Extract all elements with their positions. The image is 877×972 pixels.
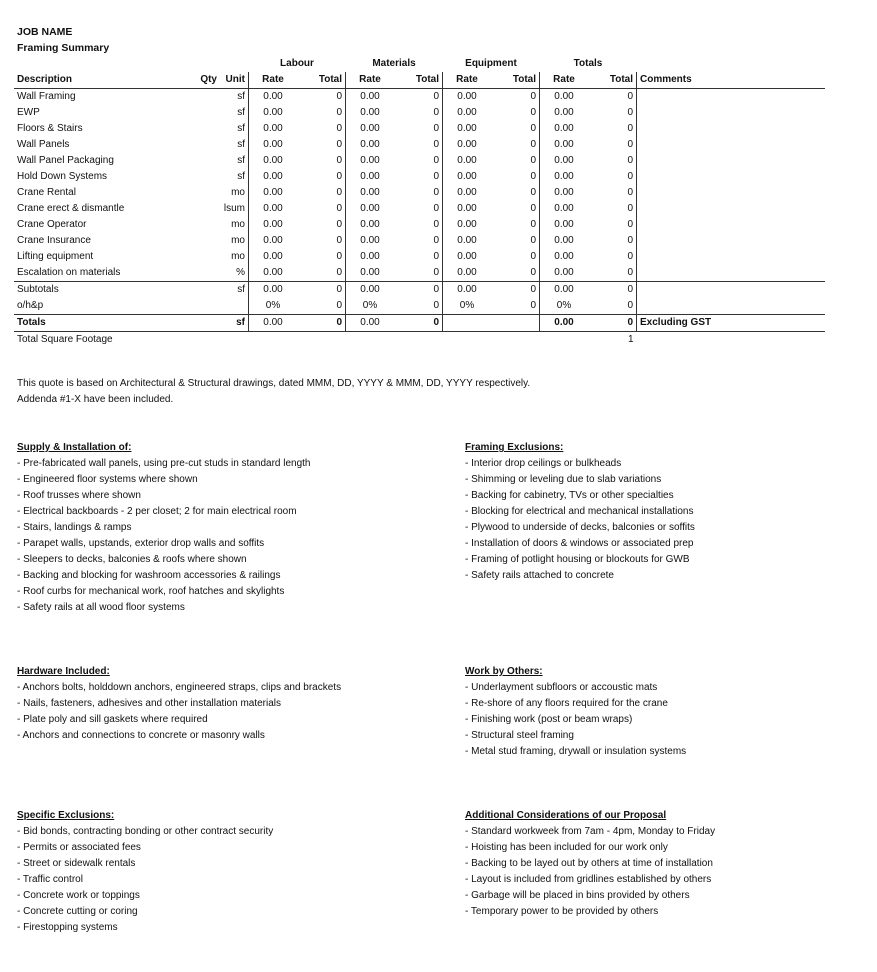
totals-rate-cell: 0.00 (540, 217, 589, 233)
comments-cell (637, 217, 826, 233)
totals-total-cell: 1 (627, 334, 634, 345)
specific-exclusions-section (17, 808, 437, 936)
group-header-row (14, 56, 825, 72)
equipment-rate-cell: 0.00 (443, 249, 492, 265)
totals-rate-cell: 0.00 (540, 233, 589, 249)
list-item: - Standard workweek from 7am - 4pm, Monday to Friday (465, 826, 716, 837)
equipment-rate-cell: 0.00 (443, 201, 492, 217)
qty-header: Qty (192, 72, 220, 89)
labour-rate-cell: 0.00 (249, 105, 298, 121)
totals-rate-cell: 0.00 (540, 169, 589, 185)
totals-rate-cell: 0.00 (540, 185, 589, 201)
qty-cell (192, 105, 220, 121)
materials-total-cell (394, 332, 443, 349)
unit-cell: mo (231, 235, 245, 246)
table-row (14, 153, 825, 169)
labour-total-cell: 0 (336, 155, 342, 166)
totals-rate-header: Rate (540, 72, 589, 89)
totals-rate-cell: 0.00 (540, 201, 589, 217)
equipment-total-cell (491, 332, 540, 349)
equipment-rate-cell: 0% (443, 298, 492, 315)
section-title: Supply & Installation of: (17, 442, 132, 453)
quote-note-line1: This quote is based on Architectural & Structural drawings, dated MMM, DD, YYYY & MMM, DD, YYYY respectively. (17, 378, 531, 389)
totals-total-cell: 0 (627, 219, 633, 230)
description-cell: Subtotals (14, 282, 192, 299)
equipment-total-cell: 0 (530, 203, 536, 214)
list-item: - Parapet walls, upstands, exterior drop walls and soffits (17, 538, 265, 549)
list-item: - Concrete work or toppings (17, 890, 140, 901)
document-header (17, 24, 109, 56)
qty-cell (192, 201, 220, 217)
materials-total-cell: 0 (433, 251, 439, 262)
list-item: - Roof trusses where shown (17, 490, 141, 501)
unit-cell: sf (220, 282, 249, 299)
section-list (465, 680, 877, 760)
materials-total-cell: 0 (433, 300, 439, 311)
totals-rate-cell: 0.00 (540, 153, 589, 169)
list-item: - Street or sidewalk rentals (17, 858, 136, 869)
materials-total-cell: 0 (433, 123, 439, 134)
totals-rate-cell: 0.00 (540, 121, 589, 137)
totals-rate-cell: 0.00 (540, 282, 589, 299)
list-item: - Pre-fabricated wall panels, using pre-cut studs in standard length (17, 458, 311, 469)
materials-total-header: Total (394, 72, 443, 89)
equipment-total-cell: 0 (530, 219, 536, 230)
equipment-total-cell: 0 (530, 139, 536, 150)
comments-cell (637, 249, 826, 265)
labour-rate-cell: 0.00 (249, 185, 298, 201)
labour-rate-cell: 0.00 (249, 169, 298, 185)
equipment-rate-cell: 0.00 (443, 282, 492, 299)
unit-cell: sf (237, 171, 245, 182)
qty-cell (192, 185, 220, 201)
description-cell: Crane Insurance (17, 235, 91, 246)
section-title: Additional Considerations of our Proposal (465, 810, 667, 821)
materials-total-cell: 0 (433, 187, 439, 198)
list-item: - Engineered floor systems where shown (17, 474, 198, 485)
list-item: - Backing for cabinetry, TVs or other specialties (465, 490, 674, 501)
labour-rate-header: Rate (249, 72, 298, 89)
labour-rate-cell: 0.00 (249, 201, 298, 217)
materials-total-cell: 0 (433, 91, 439, 102)
quote-note (17, 376, 530, 408)
unit-cell: mo (231, 187, 245, 198)
labour-total-cell (297, 332, 346, 349)
work-by-others-section (465, 664, 877, 760)
materials-rate-cell: 0.00 (346, 201, 395, 217)
description-cell: Wall Framing (17, 91, 76, 102)
qty-cell (192, 137, 220, 153)
table-row (14, 233, 825, 249)
qty-cell (192, 169, 220, 185)
unit-cell: sf (237, 123, 245, 134)
section-list (465, 456, 877, 584)
materials-rate-cell: 0.00 (346, 217, 395, 233)
equipment-total-cell: 0 (530, 251, 536, 262)
equipment-rate-cell: 0.00 (443, 217, 492, 233)
equipment-rate-cell: 0.00 (443, 185, 492, 201)
description-cell: Crane Operator (17, 219, 87, 230)
labour-total-cell: 0 (297, 282, 346, 299)
totals-total-cell: 0 (588, 282, 637, 299)
description-header: Description (14, 72, 192, 89)
comments-cell (637, 153, 826, 169)
totals-rate-cell: 0% (540, 298, 589, 315)
materials-rate-cell: 0.00 (346, 233, 395, 249)
qty-cell (192, 249, 220, 265)
materials-total-cell: 0 (433, 219, 439, 230)
table-row (14, 201, 825, 217)
materials-total-cell: 0 (433, 235, 439, 246)
list-item: - Concrete cutting or coring (17, 906, 138, 917)
list-item: - Electrical backboards - 2 per closet; 2 for main electrical room (17, 506, 297, 517)
materials-rate-cell: 0% (346, 298, 395, 315)
equipment-total-cell: 0 (530, 267, 536, 278)
equipment-rate-cell: 0.00 (443, 153, 492, 169)
list-item: - Garbage will be placed in bins provided by others (465, 890, 690, 901)
materials-rate-cell: 0.00 (346, 89, 395, 106)
totals-total-cell: 0 (627, 267, 633, 278)
equipment-rate-cell: 0.00 (443, 105, 492, 121)
section-title: Framing Exclusions: (465, 442, 564, 453)
list-item: - Bid bonds, contracting bonding or other contract security (17, 826, 274, 837)
description-cell: Lifting equipment (17, 251, 94, 262)
square-footage-row (14, 332, 825, 349)
list-item: - Plate poly and sill gaskets where required (17, 714, 208, 725)
unit-cell: mo (231, 219, 245, 230)
materials-rate-cell: 0.00 (346, 315, 395, 332)
totals-rate-cell: 0.00 (540, 265, 589, 282)
qty-cell (192, 89, 220, 106)
framing-exclusions-section (465, 440, 877, 584)
section-title: Work by Others: (465, 666, 543, 677)
totals-total-cell: 0 (627, 235, 633, 246)
table-row (14, 265, 825, 282)
equipment-total-cell: 0 (491, 282, 540, 299)
qty-cell (192, 298, 220, 315)
list-item: - Blocking for electrical and mechanical installations (465, 506, 694, 517)
labour-rate-cell: 0.00 (249, 249, 298, 265)
totals-rate-cell: 0.00 (540, 315, 589, 332)
equipment-rate-cell: 0.00 (443, 89, 492, 106)
list-item: - Backing to be layed out by others at time of installation (465, 858, 713, 869)
table-row (14, 169, 825, 185)
materials-total-cell: 0 (433, 267, 439, 278)
materials-total-cell: 0 (433, 155, 439, 166)
materials-total-cell: 0 (433, 203, 439, 214)
unit-cell (220, 332, 249, 349)
list-item: - Anchors and connections to concrete or masonry walls (17, 730, 265, 741)
unit-cell: lsum (223, 203, 245, 214)
materials-total-cell: 0 (433, 139, 439, 150)
comments-cell (637, 169, 826, 185)
equipment-total-header: Total (491, 72, 540, 89)
description-cell: EWP (17, 107, 40, 118)
qty-cell (192, 233, 220, 249)
totals-rate-cell: 0.00 (540, 105, 589, 121)
labour-rate-cell: 0.00 (249, 153, 298, 169)
labour-rate-cell: 0.00 (249, 315, 298, 332)
totals-total-cell: 0 (627, 187, 633, 198)
materials-rate-cell: 0.00 (346, 265, 395, 282)
totals-total-cell: 0 (588, 315, 637, 332)
additional-considerations-section (465, 808, 877, 920)
equipment-rate-cell: 0.00 (443, 121, 492, 137)
labour-total-cell: 0 (336, 123, 342, 134)
unit-cell: sf (237, 107, 245, 118)
unit-cell: % (236, 267, 245, 278)
comments-cell (637, 185, 826, 201)
list-item: - Stairs, landings & ramps (17, 522, 132, 533)
table-row (14, 217, 825, 233)
unit-cell: sf (237, 155, 245, 166)
totals-total-cell: 0 (627, 171, 633, 182)
qty-cell (192, 153, 220, 169)
list-item: - Traffic control (17, 874, 83, 885)
labour-group-label: Labour (280, 58, 314, 69)
materials-total-cell: 0 (394, 282, 443, 299)
labour-total-cell: 0 (336, 267, 342, 278)
equipment-rate-header: Rate (443, 72, 492, 89)
labour-total-cell: 0 (336, 91, 342, 102)
comments-cell (637, 332, 826, 349)
comments-cell (637, 121, 826, 137)
table-row (14, 121, 825, 137)
labour-rate-cell: 0.00 (249, 265, 298, 282)
qty-cell (192, 282, 220, 299)
job-name: JOB NAME (17, 26, 73, 38)
comments-cell (637, 89, 826, 106)
list-item: - Hoisting has been included for our work only (465, 842, 668, 853)
materials-rate-cell: 0.00 (346, 105, 395, 121)
equipment-total-cell: 0 (530, 107, 536, 118)
totals-rate-cell: 0.00 (540, 137, 589, 153)
description-cell: Wall Panels (17, 139, 70, 150)
labour-rate-cell: 0.00 (249, 89, 298, 106)
labour-total-cell: 0 (336, 171, 342, 182)
materials-total-cell: 0 (394, 315, 443, 332)
labour-total-header: Total (297, 72, 346, 89)
section-list (17, 456, 437, 616)
comments-header: Comments (637, 72, 826, 89)
list-item: - Temporary power to be provided by others (465, 906, 659, 917)
labour-rate-cell: 0% (249, 298, 298, 315)
totals-total-cell: 0 (627, 139, 633, 150)
list-item: - Interior drop ceilings or bulkheads (465, 458, 622, 469)
totals-rate-cell (540, 332, 589, 349)
subtotals-row (14, 282, 825, 299)
totals-total-header: Total (588, 72, 637, 89)
labour-rate-cell: 0.00 (249, 282, 298, 299)
qty-cell (192, 121, 220, 137)
comments-cell: Excluding GST (637, 315, 826, 332)
totals-total-cell: 0 (627, 251, 633, 262)
unit-cell: sf (237, 91, 245, 102)
qty-cell (192, 332, 220, 349)
labour-total-cell: 0 (336, 219, 342, 230)
table-row (14, 89, 825, 106)
overhead-profit-row (14, 298, 825, 315)
equipment-total-cell (491, 315, 540, 332)
totals-rate-cell: 0.00 (540, 89, 589, 106)
labour-rate-cell: 0.00 (249, 233, 298, 249)
totals-total-cell: 0 (627, 123, 633, 134)
materials-rate-cell: 0.00 (346, 169, 395, 185)
list-item: - Roof curbs for mechanical work, roof hatches and skylights (17, 586, 285, 597)
list-item: - Plywood to underside of decks, balconies or soffits (465, 522, 695, 533)
equipment-total-cell: 0 (530, 123, 536, 134)
totals-total-cell: 0 (627, 155, 633, 166)
materials-total-cell: 0 (433, 171, 439, 182)
section-list (17, 824, 437, 936)
list-item: - Structural steel framing (465, 730, 574, 741)
list-item: - Framing of potlight housing or blockouts for GWB (465, 554, 690, 565)
unit-cell: sf (220, 315, 249, 332)
equipment-total-cell: 0 (530, 91, 536, 102)
qty-cell (192, 265, 220, 282)
list-item: - Backing and blocking for washroom accessories & railings (17, 570, 281, 581)
list-item: - Permits or associated fees (17, 842, 141, 853)
list-item: - Shimming or leveling due to slab variations (465, 474, 662, 485)
list-item: - Installation of doors & windows or associated prep (465, 538, 694, 549)
description-cell: Hold Down Systems (17, 171, 108, 182)
comments-cell (637, 282, 826, 299)
description-cell: Escalation on materials (17, 267, 121, 278)
labour-rate-cell (249, 332, 298, 349)
table-row (14, 185, 825, 201)
list-item: - Safety rails attached to concrete (465, 570, 614, 581)
list-item: - Firestopping systems (17, 922, 118, 933)
unit-cell: sf (237, 139, 245, 150)
labour-total-cell: 0 (336, 187, 342, 198)
totals-total-cell: 0 (627, 91, 633, 102)
column-header-row (14, 72, 825, 89)
materials-rate-cell: 0.00 (346, 137, 395, 153)
materials-rate-cell: 0.00 (346, 249, 395, 265)
description-cell: Totals (14, 315, 192, 332)
materials-rate-header: Rate (346, 72, 395, 89)
equipment-rate-cell: 0.00 (443, 169, 492, 185)
framing-summary-table (14, 56, 825, 348)
labour-total-cell: 0 (336, 300, 342, 311)
labour-total-cell: 0 (336, 251, 342, 262)
equipment-total-cell: 0 (530, 171, 536, 182)
materials-rate-cell: 0.00 (346, 153, 395, 169)
comments-cell (637, 105, 826, 121)
description-cell: Floors & Stairs (17, 123, 83, 134)
labour-total-cell: 0 (336, 139, 342, 150)
comments-cell (637, 233, 826, 249)
labour-total-cell: 0 (336, 235, 342, 246)
section-list (465, 824, 877, 920)
labour-rate-cell: 0.00 (249, 217, 298, 233)
list-item: - Layout is included from gridlines established by others (465, 874, 712, 885)
comments-cell (637, 298, 826, 315)
comments-cell (637, 201, 826, 217)
equipment-total-cell: 0 (530, 155, 536, 166)
list-item: - Nails, fasteners, adhesives and other installation materials (17, 698, 282, 709)
hardware-included-section (17, 664, 437, 744)
list-item: - Underlayment subfloors or accoustic mats (465, 682, 658, 693)
list-item: - Sleepers to decks, balconies & roofs where shown (17, 554, 247, 565)
qty-cell (192, 315, 220, 332)
unit-cell (220, 298, 249, 315)
equipment-rate-cell: 0.00 (443, 233, 492, 249)
totals-rate-cell: 0.00 (540, 249, 589, 265)
totals-group-label: Totals (573, 58, 603, 69)
materials-group-label: Materials (372, 58, 416, 69)
materials-rate-cell: 0.00 (346, 121, 395, 137)
list-item: - Metal stud framing, drywall or insulation systems (465, 746, 687, 757)
list-item: - Re-shore of any floors required for the crane (465, 698, 668, 709)
section-title: Specific Exclusions: (17, 810, 115, 821)
table-row (14, 249, 825, 265)
totals-total-cell: 0 (627, 300, 633, 311)
labour-total-cell: 0 (297, 315, 346, 332)
equipment-total-cell: 0 (530, 187, 536, 198)
materials-rate-cell (346, 332, 395, 349)
table-row (14, 137, 825, 153)
materials-rate-cell: 0.00 (346, 282, 395, 299)
totals-total-cell: 0 (627, 203, 633, 214)
labour-total-cell: 0 (336, 203, 342, 214)
labour-total-cell: 0 (336, 107, 342, 118)
equipment-rate-cell (443, 332, 492, 349)
comments-cell (637, 265, 826, 282)
quote-note-line2: Addenda #1-X have been included. (17, 394, 174, 405)
list-item: - Safety rails at all wood floor systems (17, 602, 185, 613)
section-list (17, 680, 437, 744)
table-row (14, 105, 825, 121)
equipment-rate-cell (443, 315, 492, 332)
equipment-total-cell: 0 (530, 235, 536, 246)
materials-rate-cell: 0.00 (346, 185, 395, 201)
totals-total-cell: 0 (627, 107, 633, 118)
labour-rate-cell: 0.00 (249, 121, 298, 137)
qty-cell (192, 217, 220, 233)
description-cell: Wall Panel Packaging (17, 155, 114, 166)
section-title: Hardware Included: (17, 666, 110, 677)
equipment-group-label: Equipment (465, 58, 517, 69)
equipment-rate-cell: 0.00 (443, 137, 492, 153)
materials-total-cell: 0 (433, 107, 439, 118)
description-cell: o/h&p (17, 300, 44, 311)
list-item: - Anchors bolts, holddown anchors, engineered straps, clips and brackets (17, 682, 342, 693)
summary-title: Framing Summary (17, 42, 110, 54)
description-cell: Total Square Footage (17, 334, 113, 345)
comments-cell (637, 137, 826, 153)
equipment-total-cell: 0 (530, 300, 536, 311)
supply-installation-section (17, 440, 437, 616)
description-cell: Crane erect & dismantle (17, 203, 125, 214)
list-item: - Finishing work (post or beam wraps) (465, 714, 633, 725)
equipment-rate-cell: 0.00 (443, 265, 492, 282)
totals-row (14, 315, 825, 332)
unit-header: Unit (220, 72, 249, 89)
unit-cell: mo (231, 251, 245, 262)
labour-rate-cell: 0.00 (249, 137, 298, 153)
description-cell: Crane Rental (17, 187, 76, 198)
